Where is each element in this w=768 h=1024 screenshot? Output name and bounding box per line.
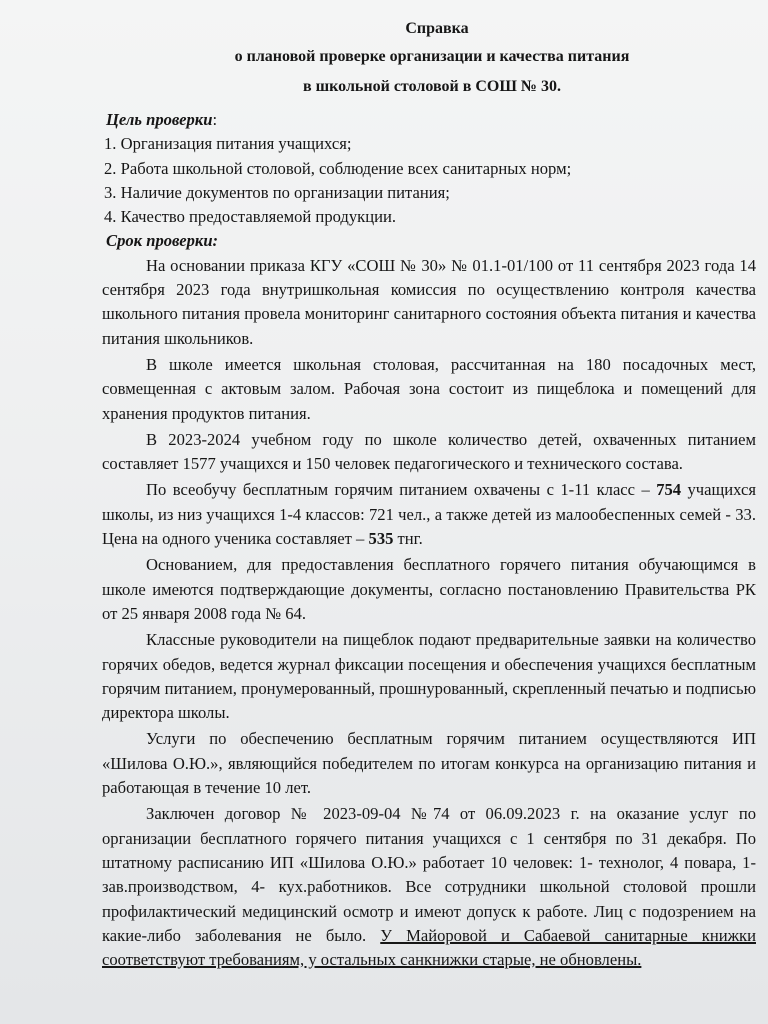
sanitary-books-note: У Майоровой и Сабаевой санитарные книжки соответствуют требованиям, у остальных санкнижки старые, не обновлены. (102, 925, 756, 970)
paragraph-student-count: В 2023-2024 учебном году по школе количество детей, охваченных питанием составляет 1577 учащихся и 150 человек педагогического и технического состава. (102, 429, 756, 474)
paragraph-basis: Основанием, для предоставления бесплатного горячего питания обучающимся в школе имеются подтверждающие документы, согласно постановлению Правительства РК от 25 января 2008 года № 64. (102, 555, 756, 623)
contract-text: Заключен договор № 2023-09-04 №74 от 06.09.2023 г. на оказание услуг по организации бесплатного горячего питания учащихся с 1 сентября по 31 декабря. По штатному расписанию ИП «Шилова О.Ю.» работает 10 человек: 1- технолог, 4 повара, 1- зав.производством, 4- кух.работников. Все сотрудники школьной столовой прошли профилактический медицинский осмотр и имеют допуск к работе. Лиц с подозрением на какие-либо заболевания не было. (102, 804, 756, 945)
goal-item-1: 1. Организация питания учащихся; (104, 134, 352, 154)
goal-heading-line (88, 108, 756, 132)
paragraph-free-meals (88, 478, 756, 551)
goal-item-2: 2. Работа школьной столовой, соблюдение всех санитарных норм; (104, 158, 572, 178)
paragraph-canteen: В школе имеется школьная столовая, рассчитанная на 180 посадочных мест, совмещенная с актовым залом. Рабочая зона состоит из пищеблока и помещений для хранения продуктов питания. (102, 354, 756, 423)
document-subtitle-line1: о плановой проверке организации и качества питания (234, 48, 630, 65)
free-meals-text-2: учащихся школы, из низ учащихся 1-4 классов: 721 чел., а также детей из малообеспенных семей - 33. Цена на одного ученика составляет – (102, 480, 756, 549)
paragraph-teachers: Классные руководители на пищеблок подают предварительные заявки на количество горячих обедов, ведется журнал фиксации посещения и обеспечения учащихся бесплатным горячим питанием, пронумерованный, прошнурованный, скрепленный печатью и подписью директора школы. (102, 630, 756, 723)
document-subtitle-line2: в школьной столовой в СОШ № 30. (303, 78, 561, 95)
free-meals-text-1: По всеобучу бесплатным горячим питанием охвачены с 1-11 класс – (146, 480, 657, 500)
free-meals-count: 754 (656, 480, 682, 500)
paragraph-contract (88, 802, 756, 972)
document-body (88, 16, 756, 972)
document-title: Справка (405, 20, 469, 37)
meal-price: 535 (368, 529, 394, 549)
free-meals-text-3: тнг. (393, 529, 423, 549)
deadline-heading: Срок проверки: (106, 231, 219, 251)
goal-heading: Цель проверки (106, 110, 213, 129)
goal-item-4: 4. Качество предоставляемой продукции. (104, 207, 397, 227)
goal-item-3: 3. Наличие документов по организации питания; (104, 182, 450, 202)
paragraph-order: На основании приказа КГУ «СОШ № 30» № 01.1-01/100 от 11 сентября 2023 года 14 сентября 2023 года внутришкольная комиссия по осуществлению контроля качества школьного питания провела мониторинг санитарного состояния объекта питания и качества питания школьников. (102, 255, 756, 348)
goal-heading-colon: : (212, 110, 218, 129)
paragraph-services: Услуги по обеспечению бесплатным горячим питанием осуществляются ИП «Шилова О.Ю.», являющийся победителем по итогам конкурса на организацию питания и работающая в течение 10 лет. (102, 729, 756, 798)
